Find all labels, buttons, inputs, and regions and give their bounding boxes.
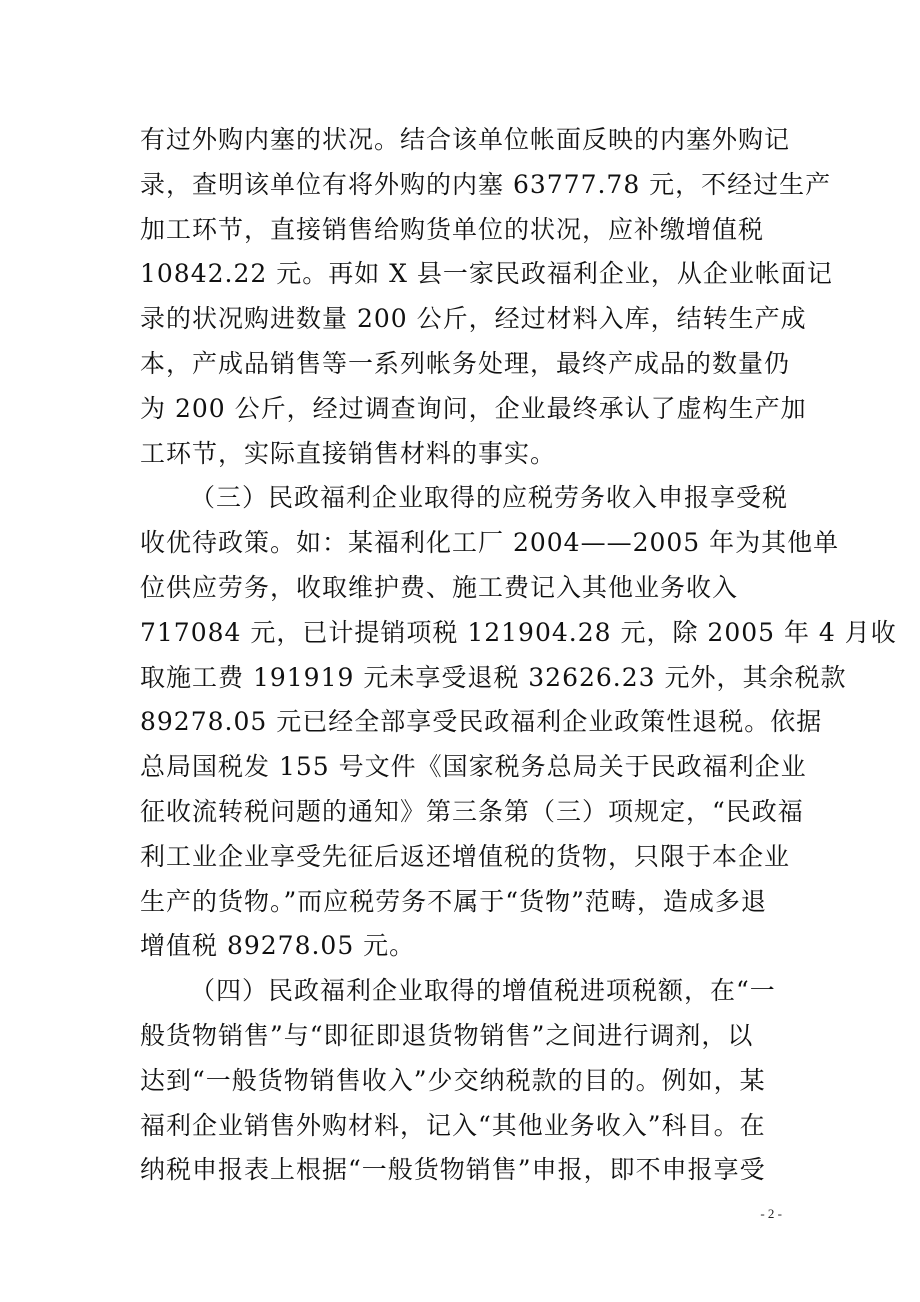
text-line: 有过外购内塞的状况。结合该单位帐面反映的内塞外购记 [140, 125, 791, 154]
text-line: 征收流转税问题的通知》第三条第（三）项规定，“民政福 [140, 796, 804, 826]
text-line: 纳税申报表上根据“一般货物销售”申报，即不申报享受 [140, 1155, 766, 1185]
text-line: 福利企业销售外购材料，记入“其他业务收入”科目。在 [140, 1110, 766, 1140]
text-line: 为 200 公斤，经过调查询问，企业最终承认了虚构生产加 [140, 393, 807, 423]
text-line: 录，查明该单位有将外购的内塞 63777.78 元，不经过生产 [140, 169, 832, 199]
text-line: 增值税 89278.05 元。 [140, 931, 416, 961]
text-line: 录的状况购进数量 200 公斤，经过材料入库，结转生产成 [140, 304, 807, 334]
text-line: 位供应劳务，收取维护费、施工费记入其他业务收入 [140, 572, 739, 602]
page-number: - 2 - [760, 1206, 782, 1221]
text-line: 10842.22 元。再如 X 县一家民政福利企业，从企业帐面记 [140, 259, 833, 289]
section-heading-line: （四）民政福利企业取得的增值税进项税额，在“一 [190, 976, 776, 1006]
text-line: 本，产成品销售等一系列帐务处理，最终产成品的数量仍 [140, 348, 791, 378]
text-line: 717084 元，已计提销项税 121904.28 元，除 2005 年 4 月收 [140, 617, 897, 647]
text-line: 般货物销售”与“即征即退货物销售”之间进行调剂，以 [140, 1020, 754, 1050]
text-line: 加工环节，直接销售给购货单位的状况，应补缴增值税 [140, 214, 765, 244]
text-line: 89278.05 元已经全部享受民政福利企业政策性退税。依据 [140, 707, 823, 737]
section-heading-line: （三）民政福利企业取得的应税劳务收入申报享受税 [190, 483, 789, 513]
text-line: 工环节，实际直接销售材料的事实。 [140, 438, 557, 468]
text-line: 生产的货物。”而应税劳务不属于“货物”范畴，造成多退 [140, 886, 767, 916]
body-text [140, 118, 897, 1193]
text-line: 总局国税发 155 号文件《国家税务总局关于民政福利企业 [140, 752, 807, 782]
text-line: 利工业企业享受先征后返还增值税的货物，只限于本企业 [140, 841, 791, 871]
text-line: 收优待政策。如：某福利化工厂 2004——2005 年为其他单 [140, 528, 840, 558]
text-line: 达到“一般货物销售收入”少交纳税款的目的。例如，某 [140, 1065, 766, 1095]
text-line: 取施工费 191919 元未享受退税 32626.23 元外，其余税款 [140, 662, 847, 692]
